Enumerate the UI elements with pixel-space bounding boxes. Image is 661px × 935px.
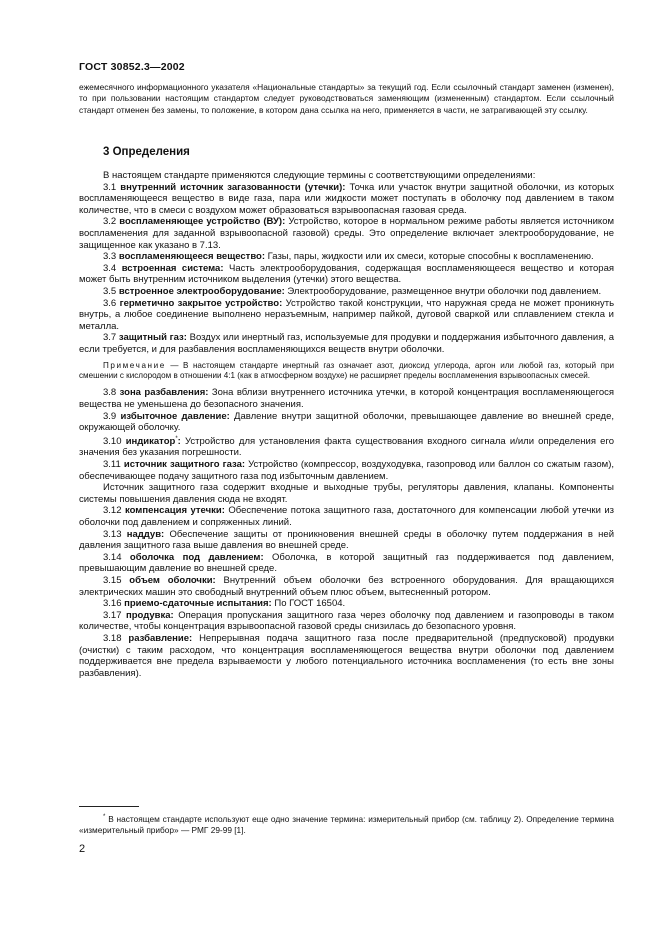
definition-3-16: 3.16 приемо-сдаточные испытания: По ГОСТ 16504. xyxy=(103,598,346,610)
term: избыточное давление: xyxy=(120,410,230,422)
definition-3-7: 3.7 защитный газ: Воздух или инертный газ, используемые для продувки и поддержания избыточного давления, а если требуется, и для разбавления воспламеняющихся веществ внутри оболочки. xyxy=(79,332,614,355)
extra-paragraph: Источник защитного газа содержит входные и выходные трубы, регуляторы давления, клапаны. Компоненты системы повышения давления сюда не входят. xyxy=(79,482,614,505)
term: компенсация утечки: xyxy=(125,505,225,517)
term: объем оболочки: xyxy=(129,574,216,586)
footnote: * В настоящем стандарте используют еще одно значение термина: измерительный прибор (см. таблицу 2). Определение термина «измерительный прибор» — РМГ 29-99 [1]. xyxy=(79,813,614,835)
section-title: 3 Определения xyxy=(103,146,190,158)
term: продувка: xyxy=(126,609,174,621)
footnote-mark: * xyxy=(103,814,106,820)
definition-3-9: 3.9 избыточное давление: Давление внутри защитной оболочки, превышающее давление во внешней среде, окружающей оболочку. xyxy=(79,410,614,434)
definition-3-5: 3.5 встроенное электрооборудование: Электрооборудование, размещенное внутри оболочки под давлением. xyxy=(103,285,602,297)
definition-3-14: 3.14 оболочка под давлением: Оболочка, в которой защитный газ поддерживается под давлением, превышающим давление во внешней среде. xyxy=(79,551,615,575)
intro-paragraph: ежемесячного информационного указателя «Национальные стандарты» за текущий год. Если ссылочный стандарт заменен (изменен), то при пользовании настоящим стандартом следует руководствоваться заменяющим (измененным) стандартом. Если ссылочный стандарт отменен без замены, то положение, в котором дана ссылка на него, применяется в части, не затрагивающей эту ссылку. xyxy=(79,82,614,115)
document-header-code: ГОСТ 30852.3—2002 xyxy=(79,61,185,73)
definition-3-18: 3.18 разбавление: Непрерывная подача защитного газа после предварительной (предпусковой) продувки (очистки) с таким расходом, что концентрация воспламеняющегося вещества внутри оболочки под давлением поддерживается вне предела взрываемости у любого потенциального источника воспламенения (то есть вне зоны разбавления). xyxy=(79,632,614,679)
term: оболочка под давлением: xyxy=(129,551,264,563)
term: воспламеняющее устройство (ВУ): xyxy=(119,216,286,228)
term: воспламеняющееся вещество: xyxy=(118,251,266,263)
term: зона разбавления: xyxy=(119,387,209,399)
term: встроенное электрооборудование: xyxy=(118,285,285,297)
definition-3-15: 3.15 объем оболочки: Внутренний объем оболочки без встроенного оборудования. Для вращающихся электрических машин это свободный внутренний объем плюс объем, вытесненный ротором. xyxy=(79,574,615,598)
term: герметично закрытое устройство: xyxy=(119,297,283,309)
page-number: 2 xyxy=(79,843,86,855)
term: приемо-сдаточные испытания: xyxy=(124,598,272,610)
footnote-divider xyxy=(79,806,139,807)
definition-3-17: 3.17 продувка: Операция пропускания защитного газа через оболочку под давлением и газопроводы в таком количестве, чтобы концентрация взрывоопасной газовой среды снизилась до безопасного уровня. xyxy=(79,609,615,633)
definition-3-11: 3.11 источник защитного газа: Устройство (компрессор, воздуходувка, газопровод или баллон со сжатым газом), обеспечивающее подачу защитного газа под избыточным давлением. xyxy=(79,459,614,482)
term: защитный газ: xyxy=(118,332,187,344)
definition-3-4: 3.4 встроенная система: Часть электрооборудования, содержащая воспламеняющееся вещество и которая может быть внутренним источником выделения (утечки) этого вещества. xyxy=(79,262,614,286)
definition-3-1: 3.1 внутренний источник загазованности (утечки): Точка или участок внутри защитной оболочки, из которых воспламеняющееся вещество в виде газа, пара или жидкости может поступать в оболочку под давлением в таком количестве, что в смеси с воздухом может образоваться взрывоопасная газовая среда. xyxy=(79,181,615,216)
definitions-body xyxy=(79,170,614,679)
definition-3-12: 3.12 компенсация утечки: Обеспечение потока защитного газа, достаточного для компенсации любой утечки из оболочки под давлением и сопряженных линий. xyxy=(79,505,615,528)
definition-3-2: 3.2 воспламеняющее устройство (ВУ): Устройство, которое в нормальном режиме работы является источником воспламенения для заданной взрывоопасной газовой) среды. Это определение включает электрооборудование, не защищенное как указано в 7.13. xyxy=(79,216,615,251)
term: наддув: xyxy=(126,528,165,540)
definition-3-8: 3.8 зона разбавления: Зона вблизи внутреннего источника утечки, в которой концентрация воспламеняющегося вещества не уменьшена до безопасного значения. xyxy=(79,387,615,410)
term: источник защитного газа: xyxy=(123,459,246,471)
term: разбавление: xyxy=(128,632,193,644)
note-paragraph: Примечание — В настоящем стандарте инертный газ означает азот, диоксид углерода, аргон или любой газ, который при смешении с кислородом в отношении 4:1 (как в атмосферном воздухе) не расширяет пределы воспламенения взрывоопасных смесей. xyxy=(79,360,615,380)
lead-paragraph: В настоящем стандарте применяются следующие термины с соответствующими определениями: xyxy=(103,170,536,181)
definition-3-6: 3.6 герметично закрытое устройство: Устройство такой конструкции, что наружная среда не может проникнуть внутрь, а любое соединение выполнено неразъемным, например пайкой, дуговой сваркой или сплавлением стекла и металла. xyxy=(79,297,615,332)
definition-3-10: 3.10 индикатор*: Устройство для установления факта существования входного сигнала и/или определения его значения без указания погрешности. xyxy=(79,435,615,459)
term: встроенная система: xyxy=(121,262,224,274)
term: внутренний источник загазованности (утечки): xyxy=(120,181,346,193)
note-label: Примечание xyxy=(103,360,166,370)
definition-3-3: 3.3 воспламеняющееся вещество: Газы, пары, жидкости или их смеси, которые способны к воспламенению. xyxy=(103,251,594,263)
term: индикатор xyxy=(125,435,176,447)
definition-3-13: 3.13 наддув: Обеспечение защиты от проникновения внешней среды в оболочку путем поддержания в ней давления защитного газа выше давления во внешней среде. xyxy=(79,528,615,552)
footnote-ref: * xyxy=(175,435,178,442)
